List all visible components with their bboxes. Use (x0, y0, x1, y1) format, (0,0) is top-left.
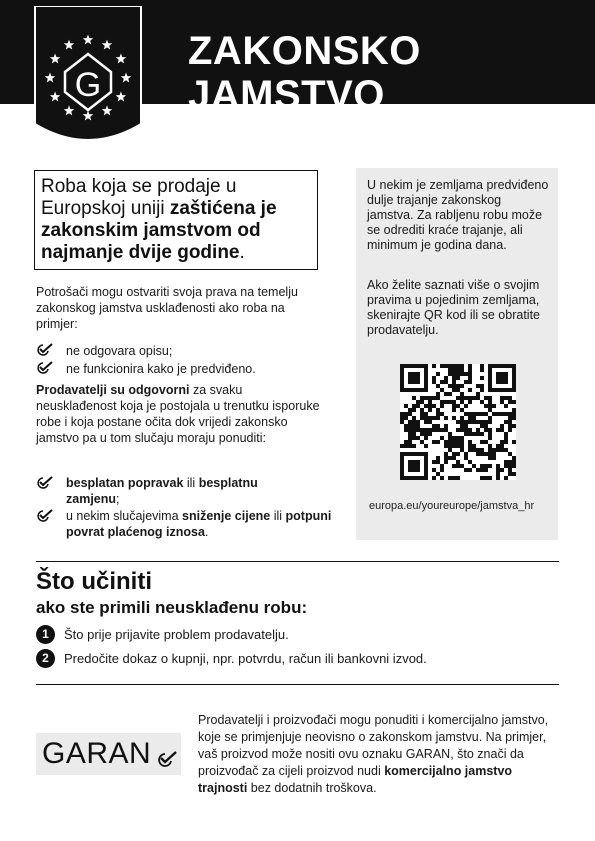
divider (36, 561, 559, 562)
step-number-2: 2 (36, 649, 55, 668)
step-number-1: 1 (36, 625, 55, 644)
qr-code-icon[interactable] (400, 364, 516, 480)
check-icon (36, 343, 54, 357)
remedy-full-refund: potpuni povrat plaćenog iznosa (66, 509, 332, 539)
rights-item-2: ne funkcionira kako je predviđeno. (66, 362, 256, 376)
check-icon (156, 751, 178, 767)
garan-label (36, 733, 181, 775)
remedy-or: ili (270, 509, 286, 523)
remedy-price-reduction: sniženje cijene (182, 509, 271, 523)
rights-item-1: ne odgovara opisu; (66, 344, 173, 358)
svg-text:G: G (74, 66, 102, 104)
step-text-1: Što prije prijavite problem prodavatelju. (64, 627, 289, 642)
remedy-replacement: besplatnu zamjenu (66, 476, 258, 506)
divider (36, 684, 559, 685)
remedy-some-cases: u nekim slučajevima (66, 509, 183, 523)
seller-responsibility (36, 382, 321, 446)
lead-statement (34, 170, 318, 270)
garan-text: Prodavatelji i proizvođači mogu ponuditi i komercijalno jamstvo, koje se primjenjuje neovisno o zakonskom jamstvu. Na primjer, vaš proizvod može nositi ovu oznaku GARAN, što znači da proizvođač za cijeli proizvod nudi (198, 713, 549, 778)
lead-end: . (239, 242, 245, 263)
eu-guarantee-emblem (34, 6, 142, 146)
section-title: Što učiniti (36, 568, 152, 595)
section-subtitle: ako ste primili neusklađenu robu: (36, 598, 308, 617)
lead-bold-text: zaštićena je zakonskim jamstvom od najmanje dvije godine (41, 198, 277, 263)
shield-icon (34, 6, 142, 146)
garan-logo-text: GARAN (42, 737, 152, 770)
responsibility-text: za svaku neusklađenost koja je postojala u trenutku isporuke robe i koja postane očita dok vrijedi zakonsko jamstvo pa u tom slučaju moraju ponuditi: (36, 383, 320, 445)
lead-text: Roba koja se prodaje u Europskoj uniji (41, 176, 237, 219)
remedy-item-2 (66, 508, 336, 540)
check-icon (36, 361, 54, 375)
page-title-line1: ZAKONSKO (188, 29, 421, 73)
garan-text-end: bez dodatnih troškova. (247, 781, 377, 795)
check-icon (36, 476, 54, 490)
step-text-2: Predočite dokaz o kupnji, npr. potvrdu, račun ili bankovni izvod. (64, 651, 427, 666)
remedy-repair: besplatan popravak (66, 476, 184, 490)
info-url[interactable]: europa.eu/youreurope/jamstva_hr (369, 500, 535, 512)
remedy-or: ili (183, 476, 199, 490)
remedy-item-1 (66, 475, 296, 507)
check-icon (36, 509, 54, 523)
garan-bold-text: komercijalno jamstvo trajnosti (198, 764, 513, 795)
page-title-line2: JAMSTVO (188, 73, 385, 117)
info-panel (356, 168, 558, 540)
panel-text-more-info: Ako želite saznati više o svojim pravima u pojedinim zemljama, skenirajte QR kod ili se obratite prodavatelju. (367, 278, 540, 337)
rights-intro: Potrošači mogu ostvariti svoja prava na temelju zakonskog jamstva usklađenosti ako roba na primjer: (36, 285, 298, 331)
commercial-guarantee-text (198, 712, 563, 797)
remedy-end: . (204, 525, 209, 539)
responsibility-bold: Prodavatelji su odgovorni (36, 383, 190, 397)
remedy-end: ; (116, 492, 120, 506)
panel-text-duration: U nekim je zemljama predviđeno dulje trajanje zakonskog jamstva. Za rabljenu robu može se odrediti kraće trajanje, ali minimum je godina dana. (367, 178, 549, 252)
